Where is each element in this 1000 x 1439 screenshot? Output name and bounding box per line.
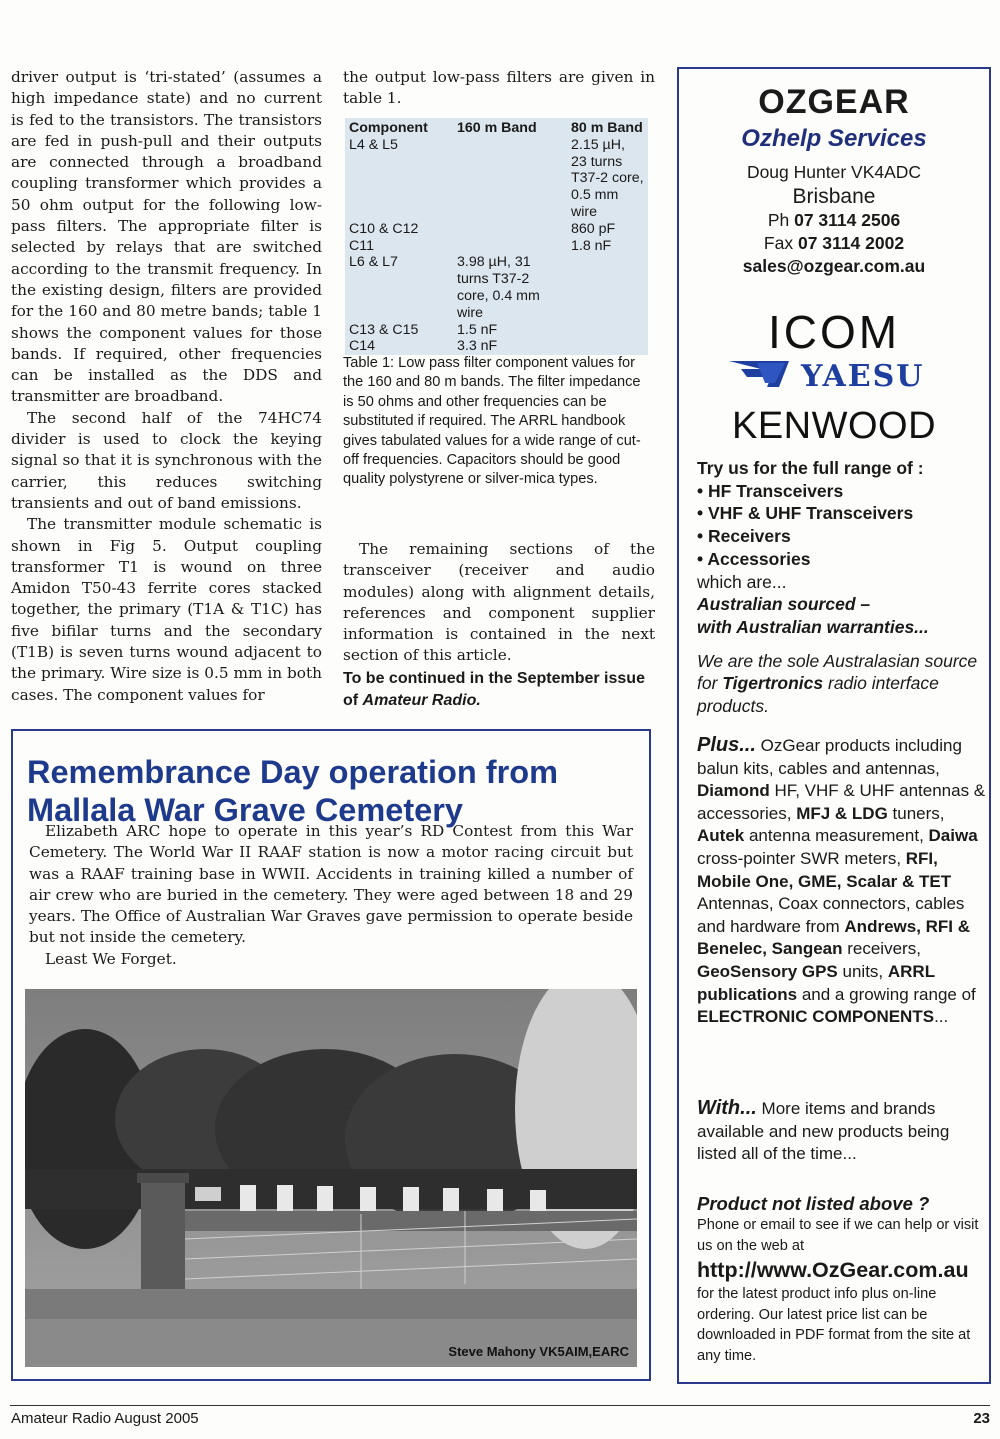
- article-paragraph: The second half of the 74HC74 divider is used to clock the keying signal so that it is synchronous with the carrier, this reduces switching transients and out of band emissions.: [11, 408, 322, 512]
- ad-subtitle: Ozhelp Services: [741, 125, 927, 152]
- table-row: [345, 238, 648, 255]
- article-paragraph: The remaining sections of the transceiver (receiver and audio modules) along with alignment details, references and component supplier information is contained in the next section of this article.: [343, 540, 655, 665]
- yaesu-wordmark: YAESU: [801, 359, 925, 391]
- yaesu-logo: [727, 357, 977, 391]
- plus-fragment: cross-pointer SWR meters,: [697, 848, 906, 868]
- article-paragraph: the output low-pass filters are given in table 1.: [343, 68, 655, 108]
- table-row: [345, 338, 648, 355]
- brand-name: Andrews, RFI & Benelec, Sangean: [697, 916, 971, 959]
- table-cell: L4 & L5: [349, 136, 398, 153]
- brand-name: Daiwa: [928, 826, 978, 846]
- plus-fragment: products including balun kits, cables and antennas,: [697, 736, 962, 778]
- table-cell: [453, 238, 567, 255]
- sourced-line: Australian sourced –: [697, 594, 871, 615]
- product-lead: Product not listed above ?: [697, 1193, 930, 1214]
- contact-email[interactable]: sales@ozgear.com.au: [742, 256, 926, 276]
- plus-fragment: tuners,: [887, 803, 945, 823]
- brand-name: ELECTRONIC COMPONENTS: [697, 1007, 935, 1027]
- table-cell: 3.98 µH, 31 turns T37-2 core, 0.4 mm wire: [457, 254, 540, 321]
- table-cell: [567, 322, 648, 339]
- table-row: [345, 322, 648, 339]
- table-row: [345, 221, 648, 238]
- range-item: • Accessories: [697, 548, 811, 569]
- footer-rule: [10, 1405, 990, 1406]
- sole-text: radio interface products.: [697, 673, 939, 717]
- magazine-name: Amateur Radio.: [362, 691, 481, 709]
- table-cell: C13 & C15: [349, 321, 419, 338]
- feature-title: Remembrance Day operation from Mallala War Grave Cemetery: [27, 754, 558, 828]
- range-item: • VHF & UHF Transceivers: [697, 503, 914, 524]
- which-are: which are...: [697, 571, 787, 592]
- article-column-left: [11, 67, 322, 706]
- contact-fax: [679, 232, 989, 255]
- photo-credit: Steve Mahony VK5AIM,EARC: [448, 1344, 629, 1359]
- table-cell: 860 pF: [571, 220, 616, 237]
- ad-with-block: [697, 1097, 987, 1166]
- plus-lead: Plus...: [697, 734, 756, 756]
- plus-fragment: antenna measurement,: [744, 826, 929, 846]
- plus-fragment: HF, VHF & UHF antennas & accessories,: [697, 781, 986, 823]
- table-cell: C14: [349, 338, 376, 355]
- cemetery-photo-image: [25, 989, 637, 1367]
- kenwood-logo: KENWOOD: [731, 405, 937, 447]
- continued-notice: [343, 668, 655, 711]
- brand-name: RFI, Mobile One, GME, Scalar & TET: [697, 848, 952, 891]
- plus-fragment: and a growing range of: [797, 984, 976, 1004]
- table-cell: [453, 221, 567, 238]
- table-row: [345, 254, 648, 321]
- sole-text: We are the sole Australasian source for: [697, 650, 978, 694]
- brand-name: GeoSensory GPS: [697, 961, 838, 981]
- table-header-cell: 160 m Band: [457, 120, 537, 136]
- plus-fragment: receivers,: [842, 939, 921, 959]
- article-column-middle-bottom: [343, 539, 655, 667]
- fax-number: 07 3114 2002: [797, 233, 905, 253]
- page-number: 23: [973, 1410, 990, 1427]
- contact-name: Doug Hunter VK4ADC: [746, 162, 922, 182]
- plus-fragment: Antennas, Coax connectors, cables and hardware from: [697, 894, 965, 936]
- article-column-middle: [343, 67, 655, 110]
- product-text: Phone or email to see if we can help or visit us on the web at: [697, 1217, 979, 1254]
- table-cell: 1.8 nF: [571, 237, 612, 254]
- feature-body: [29, 821, 633, 970]
- table-cell: C10 & C12: [349, 220, 419, 237]
- table-cell: 2.15 µH, 23 turns T37-2 core, 0.5 mm wire: [571, 136, 644, 220]
- table-cell: L6 & L7: [349, 254, 398, 271]
- cemetery-photo: [25, 989, 637, 1367]
- product-tail: for the latest product info plus on-line ordering. Our latest price list can be downloaded in PDF format from the site at any time.: [697, 1286, 971, 1364]
- range-item: • HF Transceivers: [697, 480, 844, 501]
- sole-brand: Tigertronics: [722, 673, 824, 694]
- website-link[interactable]: http://www.OzGear.com.au: [697, 1258, 969, 1282]
- article-paragraph: The transmitter module schematic is shown in Fig 5. Output coupling transformer T1 is wound on three Amidon T50-43 ferrite cores stacked together, the primary (T1A & T1C) has five bifilar turns and the secondary (T1B) is seven turns wound adjacent to the primary. Wire size is 0.5 mm in both cases. The component values for: [11, 515, 322, 704]
- table-cell: [453, 137, 567, 221]
- table-cell: 3.3 nF: [457, 338, 498, 355]
- plus-fragment: units,: [837, 961, 888, 981]
- phone-label: Ph: [767, 210, 795, 230]
- brand-name: Autek: [697, 826, 745, 846]
- footer-magazine: Amateur Radio August 2005: [11, 1410, 199, 1427]
- table-header-cell: Component: [349, 120, 428, 136]
- table-cell: [567, 254, 648, 321]
- brand-name: MFJ & LDG: [796, 803, 888, 823]
- ad-product-block: [697, 1192, 987, 1366]
- brand-name: ARRL publications: [697, 961, 935, 1004]
- table-cell: C11: [349, 237, 374, 254]
- continued-text: To be continued in the September issue of: [343, 670, 645, 709]
- sourced-line: with Australian warranties...: [697, 616, 929, 637]
- ad-plus-block: [697, 734, 987, 1029]
- fax-label: Fax: [763, 233, 798, 253]
- plus-fragment: ...: [934, 1007, 949, 1027]
- range-intro: Try us for the full range of :: [697, 458, 924, 478]
- brand-name: Diamond: [697, 781, 770, 801]
- ad-title: OZGEAR: [758, 83, 910, 121]
- table-cell: 1.5 nF: [457, 321, 498, 338]
- table-row: [345, 137, 648, 221]
- feature-paragraph: Least We Forget.: [45, 949, 177, 968]
- with-lead: With...: [697, 1097, 757, 1119]
- icom-logo: ICOM: [767, 306, 901, 358]
- phone-number: 07 3114 2506: [794, 210, 901, 230]
- plus-fragment: OzGear: [760, 736, 821, 755]
- remembrance-day-box: [11, 729, 651, 1381]
- ad-contact-block: [679, 161, 989, 278]
- ozgear-advert: [677, 67, 991, 1384]
- ad-range-block: [697, 457, 985, 718]
- with-text: More items and brands available and new products being listed all of the time...: [697, 1099, 950, 1164]
- sole-source-text: [697, 650, 985, 718]
- table-header-cell: 80 m Band: [571, 120, 643, 136]
- table-header-row: [345, 118, 648, 137]
- contact-phone: [679, 209, 989, 232]
- table-caption: Table 1: Low pass filter component values for the 160 and 80 m bands. The filter impedance is 50 ohms and other frequencies can be substituted if required. The ARRL handbook gives tabulated values for a wide range of cut-off frequencies. Capacitors should be good quality polystyrene or silver-mica types.: [343, 355, 641, 488]
- table-cell: [567, 338, 648, 355]
- range-item: • Receivers: [697, 526, 791, 547]
- plus-text: [697, 736, 985, 1026]
- article-paragraph: driver output is ‘tri-stated’ (assumes a high impedance state) and no current is fed to the transistors. The transistors are fed in push-pull and their outputs are connected through a broadband coupling transformer which provides a 50 ohm output for the following low-pass filters. The appropriate filter is selected by relays that are switched according to the transmit frequency. In the existing design, filters are provided for the 160 and 80 metre bands; table 1 shows the component values for those bands. If required, other frequencies can be installed as the DDS and transmitter are broadband.: [11, 68, 322, 406]
- contact-city: Brisbane: [792, 185, 876, 208]
- feature-paragraph: Elizabeth ARC hope to operate in this year’s RD Contest from this War Cemetery. The World War II RAAF station is now a motor racing circuit but was a RAAF training base in WWII. Accidents in training killed a number of air crew who are buried in the cemetery. They were aged between 18 and 29 years. The Office of Australian War Graves gave permission to operate beside but not inside the cemetery.: [29, 822, 633, 947]
- filter-component-table: [345, 118, 648, 355]
